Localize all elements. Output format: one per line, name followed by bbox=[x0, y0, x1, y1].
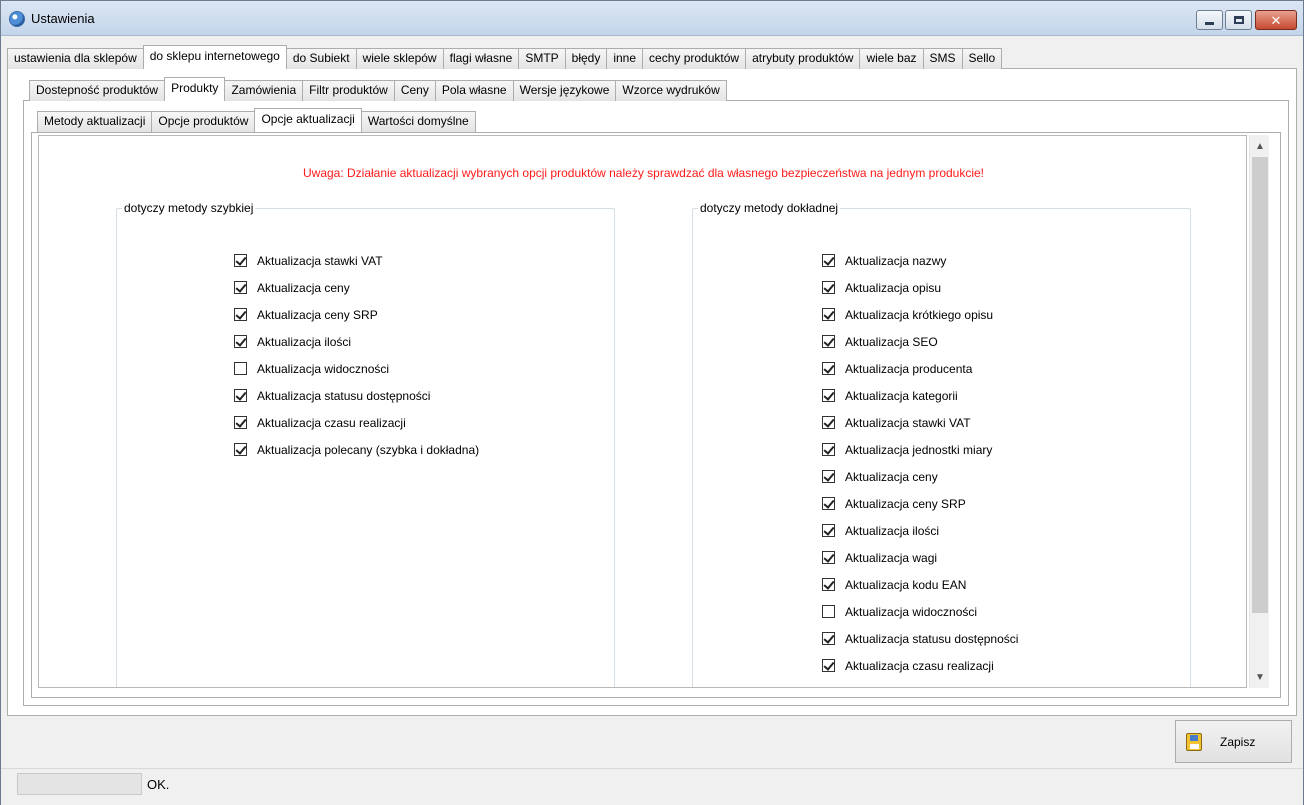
checkbox-label: Aktualizacja kategorii bbox=[845, 388, 958, 403]
checkbox-label: Aktualizacja producenta bbox=[845, 361, 973, 376]
warning-message: Uwaga: Działanie aktualizacji wybranych opcji produktów należy sprawdzać dla własnego bezpieczeństwa na jednym produkcie! bbox=[302, 166, 985, 180]
checkbox-unchecked[interactable] bbox=[234, 362, 247, 375]
main-tab[interactable]: do Subiekt bbox=[286, 48, 357, 69]
main-tab[interactable]: flagi własne bbox=[443, 48, 520, 69]
title-bar bbox=[1, 1, 1303, 36]
main-tab[interactable]: SMTP bbox=[518, 48, 565, 69]
checkbox-checked[interactable] bbox=[822, 254, 835, 267]
checkbox-checked[interactable] bbox=[822, 308, 835, 321]
checkbox-checked[interactable] bbox=[822, 416, 835, 429]
fast-method-checkbox-item[interactable] bbox=[234, 247, 479, 274]
main-tab[interactable]: inne bbox=[606, 48, 643, 69]
checkbox-label: Aktualizacja widoczności bbox=[257, 361, 390, 376]
status-text: OK. bbox=[147, 777, 170, 792]
vertical-scrollbar[interactable] bbox=[1249, 135, 1269, 688]
update-options-tab[interactable]: Metody aktualizacji bbox=[37, 111, 152, 132]
update-options-tab[interactable]: Opcje aktualizacji bbox=[254, 108, 361, 132]
main-tab[interactable]: wiele sklepów bbox=[356, 48, 444, 69]
checkbox-checked[interactable] bbox=[822, 335, 835, 348]
close-icon: ✕ bbox=[1270, 12, 1282, 28]
checkbox-label: Aktualizacja ilości bbox=[257, 334, 352, 349]
exact-method-group bbox=[692, 201, 1191, 688]
scroll-up-icon[interactable]: ▲ bbox=[1255, 140, 1265, 152]
fast-method-checkbox-item[interactable] bbox=[234, 382, 479, 409]
checkbox-checked[interactable] bbox=[234, 281, 247, 294]
checkbox-label: Aktualizacja ilości bbox=[845, 523, 940, 538]
checkbox-label: Aktualizacja polecany (szybka i dokładna) bbox=[257, 442, 480, 457]
save-button[interactable] bbox=[1175, 720, 1292, 763]
scroll-down-icon[interactable]: ▼ bbox=[1255, 671, 1265, 683]
checkbox-label: Aktualizacja kodu EAN bbox=[845, 577, 967, 592]
exact-method-checkbox-item[interactable] bbox=[822, 328, 1018, 355]
fast-method-checkbox-item[interactable] bbox=[234, 436, 479, 463]
window-title: Ustawienia bbox=[31, 11, 95, 26]
maximize-icon bbox=[1234, 16, 1244, 24]
scrollbar-thumb[interactable] bbox=[1252, 157, 1268, 613]
checkbox-label: Aktualizacja krótkiego opisu bbox=[845, 307, 994, 322]
fast-method-checkbox-item[interactable] bbox=[234, 274, 479, 301]
checkbox-label: Aktualizacja czasu realizacji bbox=[845, 658, 994, 673]
exact-method-checkbox-item[interactable] bbox=[822, 409, 1018, 436]
checkbox-checked[interactable] bbox=[234, 254, 247, 267]
product-section-tab[interactable]: Produkty bbox=[164, 77, 225, 101]
checkbox-checked[interactable] bbox=[822, 524, 835, 537]
fast-method-group-title: dotyczy metody szybkiej bbox=[124, 201, 254, 215]
checkbox-label: Aktualizacja wagi bbox=[845, 550, 938, 565]
product-section-tab[interactable]: Zamówienia bbox=[224, 80, 303, 101]
exact-method-checkbox-item[interactable] bbox=[822, 571, 1018, 598]
checkbox-checked[interactable] bbox=[234, 443, 247, 456]
checkbox-label: Aktualizacja ceny bbox=[257, 280, 350, 295]
product-section-tab[interactable]: Filtr produktów bbox=[302, 80, 395, 101]
checkbox-label: Aktualizacja jednostki miary bbox=[845, 442, 993, 457]
update-options-tab[interactable]: Opcje produktów bbox=[151, 111, 255, 132]
update-options-tab[interactable]: Wartości domyślne bbox=[361, 111, 476, 132]
checkbox-label: Aktualizacja opisu bbox=[845, 280, 942, 295]
exact-method-checkbox-item[interactable] bbox=[822, 625, 1018, 652]
checkbox-label: Aktualizacja statusu dostępności bbox=[257, 388, 431, 403]
exact-method-checkbox-item[interactable] bbox=[822, 463, 1018, 490]
checkbox-checked[interactable] bbox=[234, 335, 247, 348]
checkbox-label: Aktualizacja ceny SRP bbox=[845, 496, 966, 511]
minimize-button[interactable] bbox=[1196, 10, 1223, 30]
exact-method-checkbox-list bbox=[822, 247, 1018, 679]
main-tab[interactable]: cechy produktów bbox=[642, 48, 746, 69]
checkbox-label: Aktualizacja widoczności bbox=[845, 604, 978, 619]
main-tab[interactable]: atrybuty produktów bbox=[745, 48, 860, 69]
checkbox-checked[interactable] bbox=[234, 308, 247, 321]
checkbox-checked[interactable] bbox=[234, 416, 247, 429]
fast-method-checkbox-item[interactable] bbox=[234, 409, 479, 436]
checkbox-label: Aktualizacja ceny bbox=[845, 469, 938, 484]
checkbox-label: Aktualizacja statusu dostępności bbox=[845, 631, 1019, 646]
app-globe-icon bbox=[9, 11, 25, 27]
fast-method-checkbox-item[interactable] bbox=[234, 355, 479, 382]
checkbox-label: Aktualizacja ceny SRP bbox=[257, 307, 378, 322]
checkbox-checked[interactable] bbox=[822, 389, 835, 402]
exact-method-checkbox-item[interactable] bbox=[822, 517, 1018, 544]
exact-method-checkbox-item[interactable] bbox=[822, 274, 1018, 301]
exact-method-group-title: dotyczy metody dokładnej bbox=[700, 201, 839, 215]
fast-method-checkbox-list bbox=[234, 247, 479, 463]
checkbox-label: Aktualizacja stawki VAT bbox=[845, 415, 971, 430]
save-button-label: Zapisz bbox=[1220, 734, 1256, 749]
checkbox-label: Aktualizacja nazwy bbox=[845, 253, 947, 268]
status-bar bbox=[1, 768, 1303, 805]
checkbox-unchecked[interactable] bbox=[822, 605, 835, 618]
checkbox-checked[interactable] bbox=[822, 470, 835, 483]
close-button[interactable] bbox=[1255, 10, 1297, 30]
product-section-tab[interactable]: Dostepność produktów bbox=[29, 80, 165, 101]
fast-method-checkbox-item[interactable] bbox=[234, 328, 479, 355]
exact-method-checkbox-item[interactable] bbox=[822, 544, 1018, 571]
main-tab[interactable]: wiele baz bbox=[859, 48, 923, 69]
update-options-tabs bbox=[37, 109, 475, 131]
exact-method-checkbox-item[interactable] bbox=[822, 490, 1018, 517]
checkbox-label: Aktualizacja SEO bbox=[845, 334, 938, 349]
exact-method-checkbox-item[interactable] bbox=[822, 382, 1018, 409]
checkbox-checked[interactable] bbox=[234, 389, 247, 402]
floppy-disk-icon bbox=[1186, 733, 1202, 751]
checkbox-checked[interactable] bbox=[822, 551, 835, 564]
exact-method-checkbox-item[interactable] bbox=[822, 436, 1018, 463]
product-section-tab[interactable]: Ceny bbox=[394, 80, 436, 101]
main-tab[interactable]: błędy bbox=[565, 48, 608, 69]
exact-method-checkbox-item[interactable] bbox=[822, 355, 1018, 382]
checkbox-checked[interactable] bbox=[822, 362, 835, 375]
checkbox-checked[interactable] bbox=[822, 497, 835, 510]
main-tab[interactable]: do sklepu internetowego bbox=[143, 45, 287, 69]
checkbox-checked[interactable] bbox=[822, 578, 835, 591]
checkbox-label: Aktualizacja stawki VAT bbox=[257, 253, 383, 268]
main-tabs bbox=[7, 46, 1001, 68]
product-section-tabs bbox=[29, 78, 726, 100]
exact-method-checkbox-item[interactable] bbox=[822, 301, 1018, 328]
product-section-tab[interactable]: Wersje językowe bbox=[513, 80, 617, 101]
update-options-content bbox=[38, 135, 1247, 688]
status-progress-panel bbox=[17, 773, 142, 795]
checkbox-checked[interactable] bbox=[822, 281, 835, 294]
main-tab[interactable]: SMS bbox=[923, 48, 963, 69]
main-tab[interactable]: Sello bbox=[962, 48, 1003, 69]
maximize-button[interactable] bbox=[1225, 10, 1252, 30]
checkbox-checked[interactable] bbox=[822, 443, 835, 456]
main-tab[interactable]: ustawienia dla sklepów bbox=[7, 48, 144, 69]
product-section-tab[interactable]: Wzorce wydruków bbox=[615, 80, 726, 101]
fast-method-checkbox-item[interactable] bbox=[234, 301, 479, 328]
checkbox-checked[interactable] bbox=[822, 632, 835, 645]
fast-method-group bbox=[116, 201, 615, 688]
exact-method-checkbox-item[interactable] bbox=[822, 598, 1018, 625]
checkbox-checked[interactable] bbox=[822, 659, 835, 672]
product-section-tab[interactable]: Pola własne bbox=[435, 80, 514, 101]
minimize-icon bbox=[1205, 22, 1214, 25]
exact-method-checkbox-item[interactable] bbox=[822, 652, 1018, 679]
exact-method-checkbox-item[interactable] bbox=[822, 247, 1018, 274]
checkbox-label: Aktualizacja czasu realizacji bbox=[257, 415, 406, 430]
